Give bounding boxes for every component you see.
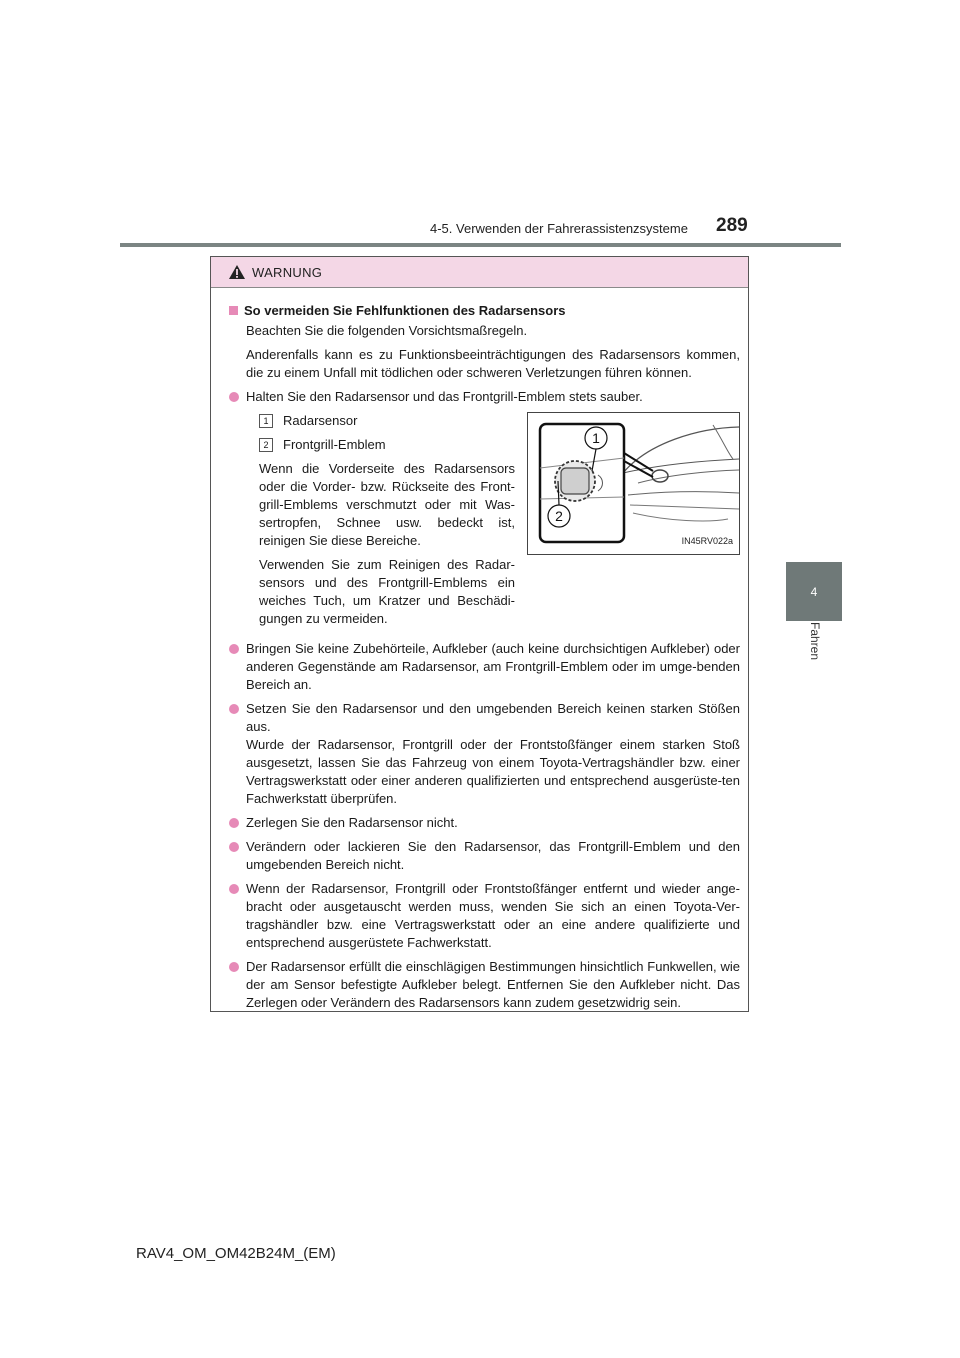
figure-code: IN45RV022a bbox=[681, 536, 733, 546]
bullet-item bbox=[229, 958, 740, 1012]
bullet-item bbox=[229, 880, 740, 952]
bullet-dot-icon bbox=[229, 704, 239, 714]
intro-paragraph: Beachten Sie die folgenden Vorsichtsmaßregeln. bbox=[246, 323, 528, 338]
radar-sensor-illustration bbox=[527, 412, 740, 555]
chapter-number: 4 bbox=[810, 584, 818, 599]
bullet-text: Halten Sie den Radarsensor und das Frontgrill-Emblem stets sauber. bbox=[246, 389, 643, 404]
figure-paragraph: Verwenden Sie zum Reinigen des Radar-sensors und des Frontgrill-Emblems ein weiches Tuch, um Kratzer und Beschädi-gungen zu vermeiden. bbox=[259, 557, 515, 626]
section-heading bbox=[229, 302, 740, 320]
section-heading-text: So vermeiden Sie Fehlfunktionen des Radarsensors bbox=[244, 303, 566, 318]
figure-paragraph: Wenn die Vorderseite des Radarsensors oder die Vorder- bzw. Rückseite des Front-grill-Emblems verschmutzt oder mit Was-sertropfen, Schnee usw. bedeckt ist, reinigen Sie diese Bereiche. bbox=[259, 461, 515, 548]
bullet-text: Setzen Sie den Radarsensor und den umgebenden Bereich keinen starken Stößen aus. Wurde der Radarsensor, Frontgrill oder der Frontstoßfänger einem starken Stoß ausgesetzt, lassen Sie das Fahrzeug von einem Toyota-Vertragshändler bzw. einer Vertragswerkstatt oder einer anderen qualifizierten und entsprechend ausgerüste-ten Fachwerkstatt überprüfen. bbox=[246, 701, 740, 806]
warning-body bbox=[211, 288, 748, 1012]
bullet-dot-icon bbox=[229, 842, 239, 852]
bullet-dot-icon bbox=[229, 818, 239, 828]
chapter-tab[interactable] bbox=[786, 562, 842, 621]
warning-box bbox=[210, 256, 749, 1012]
bullet-dot-icon bbox=[229, 962, 239, 972]
bullet-item bbox=[229, 388, 740, 406]
bullet-dot-icon bbox=[229, 644, 239, 654]
header-rule bbox=[120, 243, 841, 247]
callout-number-2: 2 bbox=[555, 508, 563, 524]
figure-text bbox=[259, 412, 515, 634]
footer-document-id: RAV4_OM_OM42B24M_(EM) bbox=[136, 1245, 336, 1262]
legend-item-radarsensor bbox=[259, 412, 515, 430]
warning-title: WARNUNG bbox=[252, 264, 323, 280]
bullet-item bbox=[229, 700, 740, 808]
legend-item-frontgrill-emblem bbox=[259, 436, 515, 454]
legend-label: Radarsensor bbox=[283, 413, 358, 428]
warning-header bbox=[211, 257, 748, 288]
legend-number: 2 bbox=[259, 438, 273, 452]
bullet-item bbox=[229, 814, 740, 832]
bullet-text: Zerlegen Sie den Radarsensor nicht. bbox=[246, 815, 458, 830]
figure-row bbox=[259, 412, 740, 634]
bullet-text: Bringen Sie keine Zubehörteile, Aufkleber (auch keine durchsichtigen Aufkleber) oder anderen Gegenstände am Radarsensor, am Frontgrill-Emblem oder im umge-benden Bereich an. bbox=[246, 641, 740, 692]
legend-label: Frontgrill-Emblem bbox=[283, 437, 386, 452]
bullet-text: Der Radarsensor erfüllt die einschlägigen Bestimmungen hinsichtlich Funkwellen, wie der am Sensor befestigte Aufkleber belegt. Entfernen Sie den Aufkleber nicht. Das Zerlegen oder Verändern des Radarsensors kann zudem gesetzwidrig sein. bbox=[246, 959, 740, 1010]
bullet-text: Wenn der Radarsensor, Frontgrill oder Frontstoßfänger entfernt und wieder ange-bracht oder ausgetauscht werden muss, wenden Sie sich an einen Toyota-Ver-tragshändler bzw. eine Vertragswerkstatt oder an eine andere qualifizierte und entsprechend ausgerüstete Fachwerkstatt. bbox=[246, 881, 740, 950]
bullet-item bbox=[229, 838, 740, 874]
bullet-dot-icon bbox=[229, 884, 239, 894]
legend-number: 1 bbox=[259, 414, 273, 428]
bullet-dot-icon bbox=[229, 392, 239, 402]
page-number: 289 bbox=[716, 215, 748, 236]
bullet-text: Verändern oder lackieren Sie den Radarsensor, das Frontgrill-Emblem und den umgebenden Bereich nicht. bbox=[246, 839, 740, 872]
warning-triangle-icon bbox=[228, 264, 246, 280]
intro-paragraph: Anderenfalls kann es zu Funktionsbeeinträchtigungen des Radarsensors kommen, die zu einem Unfall mit tödlichen oder schweren Verletzungen führen können. bbox=[246, 347, 740, 380]
chapter-label: Fahren bbox=[808, 622, 822, 661]
callout-number-1: 1 bbox=[592, 430, 600, 446]
square-bullet-icon bbox=[229, 306, 238, 315]
header-section-title: 4-5. Verwenden der Fahrerassistenzsysteme bbox=[430, 221, 688, 236]
bullet-item bbox=[229, 640, 740, 694]
